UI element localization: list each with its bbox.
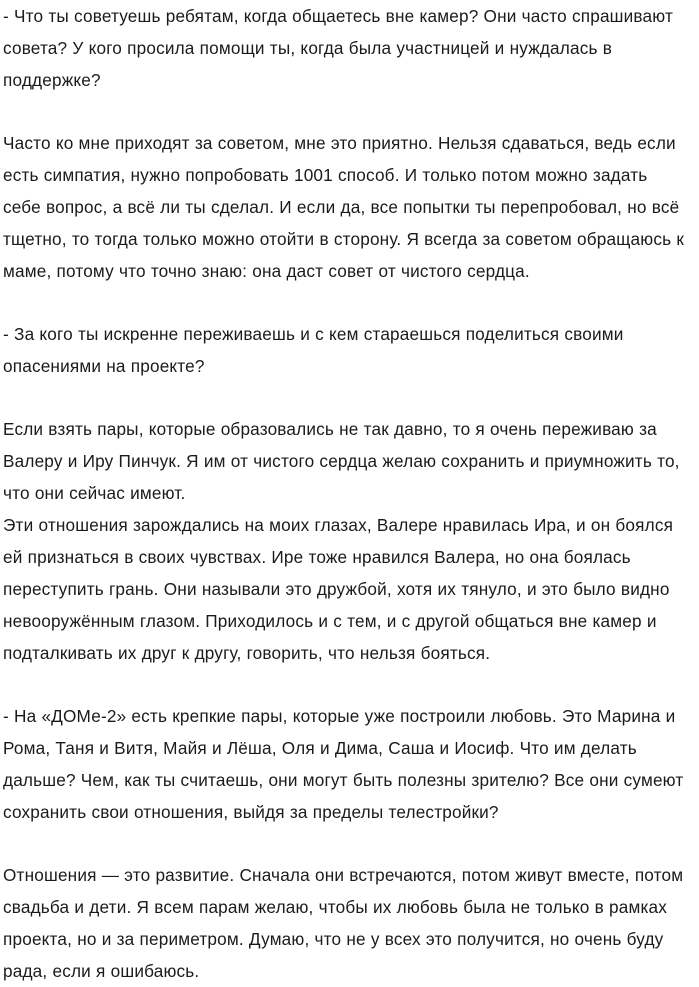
interview-answer-1: Часто ко мне приходят за советом, мне это приятно. Нельзя сдаваться, ведь если есть симпатия, нужно попробовать 1001 способ. И только потом можно задать себе вопрос, а всё ли ты сделал. И если да, все попытки ты перепробовал, но всё тщетно, то тогда только можно отойти в сторону. Я всегда за советом обращаюсь к маме, потому что точно знаю: она даст совет от чистого сердца. (3, 133, 685, 281)
interview-question-1: - Что ты советуешь ребятам, когда общаетесь вне камер? Они часто спрашивают совета? У кого просила помощи ты, когда была участницей и нуждалась в поддержке? (3, 6, 673, 90)
interview-question-3: - На «ДОМе-2» есть крепкие пары, которые уже построили любовь. Это Марина и Рома, Таня и Витя, Майя и Лёша, Оля и Дима, Саша и Иосиф. Что им делать дальше? Чем, как ты считаешь, они могут быть полезны зрителю? Все они сумеют сохранить свои отношения, выйдя за пределы телестройки? (3, 706, 684, 822)
interview-answer-2-part-2: Эти отношения зарождались на моих глазах, Валере нравилась Ира, и он боялся ей признаться в своих чувствах. Ире тоже нравился Валера, но она боялась переступить грань. Они называли это дружбой, хотя их тянуло, и это было видно невооружённым глазом. Приходилось и с тем, и с другой общаться вне камер и подталкивать их друг к другу, говорить, что нельзя бояться. (3, 515, 674, 663)
interview-answer-3: Отношения — это развитие. Сначала они встречаются, потом живут вместе, потом свадьба и дети. Я всем парам желаю, чтобы их любовь была не только в рамках проекта, но и за периметром. Думаю, что не у всех это получится, но очень буду рада, если я ошибаюсь. (3, 865, 684, 981)
interview-question-2: - За кого ты искренне переживаешь и с кем стараешься поделиться своими опасениями на проекте? (3, 324, 624, 376)
interview-answer-2-part-1: Если взять пары, которые образовались не так давно, то я очень переживаю за Валеру и Иру Пинчук. Я им от чистого сердца желаю сохранить и приумножить то, что они сейчас имеют. (3, 419, 680, 503)
